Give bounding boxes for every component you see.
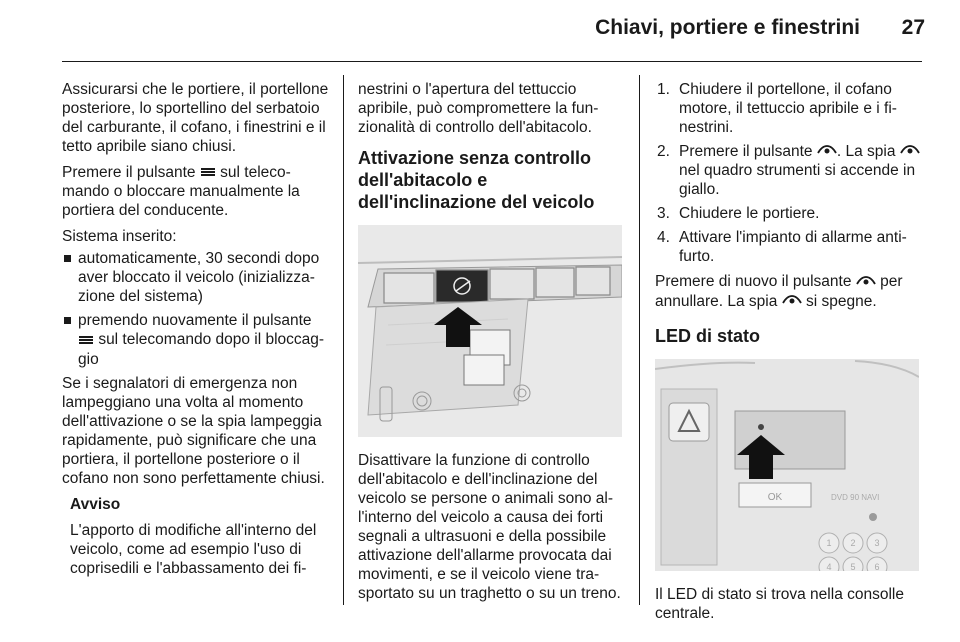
bullet-list xyxy=(62,249,330,368)
column-3 xyxy=(655,80,923,630)
dvd-nav-label: DVD 90 NAVI xyxy=(831,493,880,503)
key-5-label: 5 xyxy=(850,562,856,572)
note-title: Avviso xyxy=(70,495,121,513)
paragraph: Assicurarsi che le portiere, il portellone posteriore, lo sportellino del serbatoio del carburante, il cofano, i finestrini e il tetto apribile siano chiusi. xyxy=(62,81,329,155)
paragraph: Sistema inserito: xyxy=(62,228,177,246)
key-6-label: 6 xyxy=(874,562,880,572)
list-item: 1. Chiudere il portellone, il cofano motore, il tettuccio apribile e i finestrini. xyxy=(657,81,897,136)
key-4-label: 4 xyxy=(826,562,832,572)
paragraph: Se i segnalatori di emergenza non lampeggiano una volta al momento dell'attivazione o se la spia lampeggia rapidamente, può significare che una portiera, il portellone posteriore o il cofano non sono perfettamente chiusi. xyxy=(62,374,325,487)
lock-button-icon xyxy=(200,163,216,182)
section-heading: Attivazione senza controllo dell'abitacolo e dell'inclinazione del veicolo xyxy=(358,148,595,212)
page-header-title: Chiavi, portiere e finestrini xyxy=(595,16,860,39)
ok-button-label: OK xyxy=(767,492,783,504)
column-2 xyxy=(358,80,626,610)
section-heading: LED di stato xyxy=(655,326,761,347)
column-divider-1 xyxy=(343,75,344,605)
key-2-label: 2 xyxy=(850,538,856,549)
paragraph xyxy=(62,163,330,220)
step-list xyxy=(655,80,923,266)
text-run: Premere il pulsante xyxy=(62,164,196,181)
status-led-figure xyxy=(655,359,919,571)
interior-monitoring-icon xyxy=(817,142,837,161)
page-number: 27 xyxy=(901,16,925,39)
note-text: L'apporto di modifiche all'interno del veicolo, come ad esempio l'uso di coprisedili e l'abbassamento dei fi- xyxy=(70,521,317,577)
column-divider-2 xyxy=(639,75,640,605)
interior-monitoring-button-figure xyxy=(358,225,622,437)
paragraph: Premere di nuovo il pulsante per annullare. La spia si spegne. xyxy=(655,273,903,310)
key-1-label: 1 xyxy=(826,538,832,549)
list-item: 3. Chiudere le portiere. xyxy=(657,205,820,223)
paragraph: Disattivare la funzione di controllo dell'abitacolo e dell'inclinazione del veicolo se persone o animali sono all'interno del veicolo a causa dei forti segnali a ultrasuoni e della possibile attivazione dell'allarme provocata dai movimenti, e se il veicolo viene trasportato su un traghetto o su un treno. xyxy=(358,452,621,602)
lock-button-icon xyxy=(78,331,94,350)
text-run: sul telecomando o bloccare manualmente la portiera del conducente. xyxy=(62,164,300,220)
list-item: automaticamente, 30 secondi dopo aver bloccato il veicolo (inizializzazione del sistema) xyxy=(62,249,330,306)
figure-caption: Il LED di stato si trova nella consolle centrale. xyxy=(655,586,904,623)
interior-monitoring-icon xyxy=(782,292,802,311)
list-item: 4. Attivare l'impianto di allarme antifurto. xyxy=(657,229,907,266)
column-1 xyxy=(62,80,330,585)
interior-monitoring-icon xyxy=(856,273,876,292)
key-3-label: 3 xyxy=(874,538,880,549)
list-item: 2. Premere il pulsante . La spia nel quadro strumenti si accende in giallo. xyxy=(655,142,923,199)
list-item: premendo nuovamente il pulsante sul telecomando dopo il bloccaggio xyxy=(62,311,330,368)
interior-monitoring-icon xyxy=(900,142,920,161)
header-rule xyxy=(62,61,922,62)
note-box xyxy=(62,495,330,578)
paragraph: nestrini o l'apertura del tettuccio apribile, può compromettere la funzionalità di controllo dell'abitacolo. xyxy=(358,81,599,136)
